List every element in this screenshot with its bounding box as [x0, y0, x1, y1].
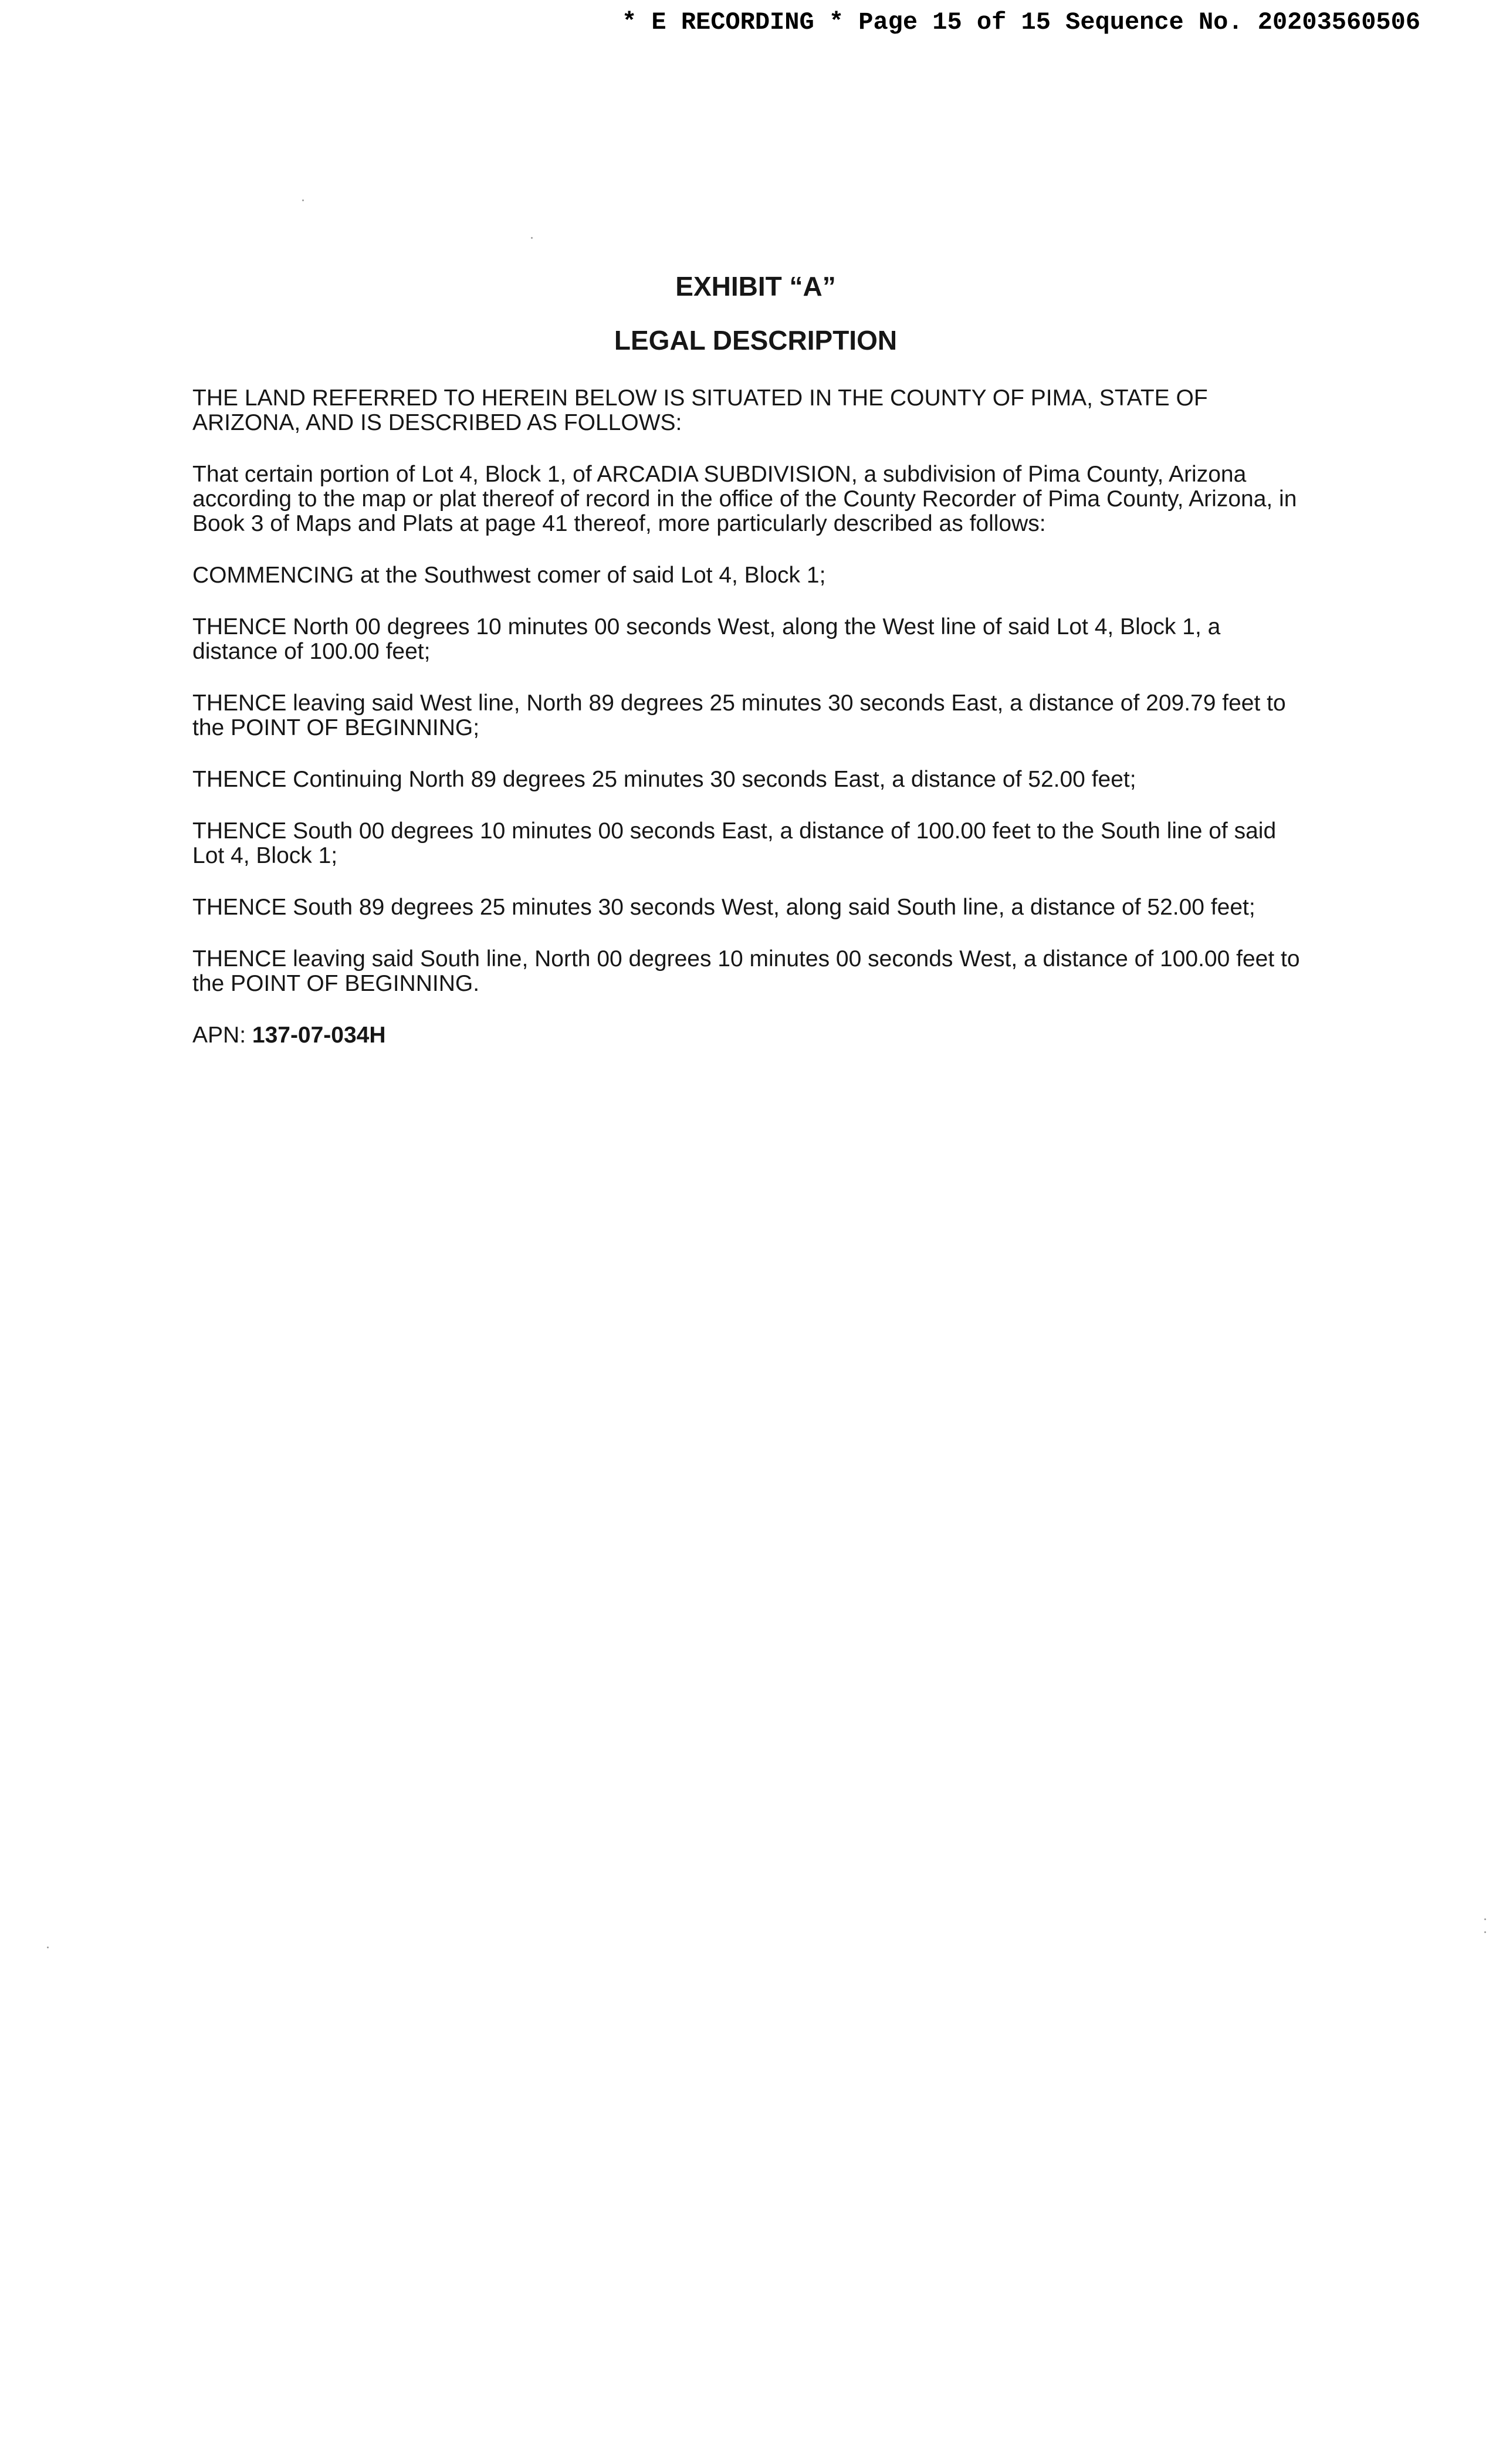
scan-speck: [1484, 1931, 1486, 1933]
paragraph-thence-north-west-line: THENCE North 00 degrees 10 minutes 00 seconds West, along the West line of said Lot 4, Block 1, a distance of 100.00 feet;: [192, 614, 1221, 664]
paragraph-thence-leaving-west-line: THENCE leaving said West line, North 89 degrees 25 minutes 30 seconds East, a distance of 209.79 feet to the POINT OF BEGINNING;: [192, 691, 1286, 740]
scan-speck: [302, 199, 304, 201]
section-title: LEGAL DESCRIPTION: [614, 325, 898, 356]
scan-speck: [47, 1947, 49, 1948]
exhibit-title: EXHIBIT “A”: [675, 271, 836, 302]
paragraph-commencing: COMMENCING at the Southwest comer of said Lot 4, Block 1;: [192, 563, 826, 588]
scan-speck: [531, 237, 533, 239]
apn-value: 137-07-034H: [252, 1023, 386, 1048]
scan-speck: [1484, 1918, 1486, 1920]
legal-description-document: [192, 270, 1307, 1048]
paragraph-thence-south-east: THENCE South 00 degrees 10 minutes 00 seconds East, a distance of 100.00 feet to the South line of said Lot 4, Block 1;: [192, 818, 1277, 868]
paragraph-thence-continuing: THENCE Continuing North 89 degrees 25 minutes 30 seconds East, a distance of 52.00 feet;: [192, 767, 1136, 792]
recording-header: * E RECORDING * Page 15 of 15 Sequence No. 20203560506: [622, 8, 1421, 36]
apn-label: APN:: [192, 1023, 246, 1048]
paragraph-thence-south-west: THENCE South 89 degrees 25 minutes 30 seconds West, along said South line, a distance of 52.00 feet;: [192, 895, 1255, 920]
paragraph-situated: THE LAND REFERRED TO HEREIN BELOW IS SITUATED IN THE COUNTY OF PIMA, STATE OF ARIZONA, AND IS DESCRIBED AS FOLLOWS:: [192, 385, 1208, 435]
paragraph-portion-of-lot: That certain portion of Lot 4, Block 1, of ARCADIA SUBDIVISION, a subdivision of Pima County, Arizona according to the map or plat thereof of record in the office of the County Recorder of Pima County, Arizona, in Book 3 of Maps and Plats at page 41 thereof, more particularly described as follows:: [192, 462, 1297, 536]
apn-line: [192, 1023, 1307, 1048]
paragraph-thence-leaving-south-line: THENCE leaving said South line, North 00 degrees 10 minutes 00 seconds West, a distance of 100.00 feet to the POINT OF BEGINNING.: [192, 946, 1300, 996]
